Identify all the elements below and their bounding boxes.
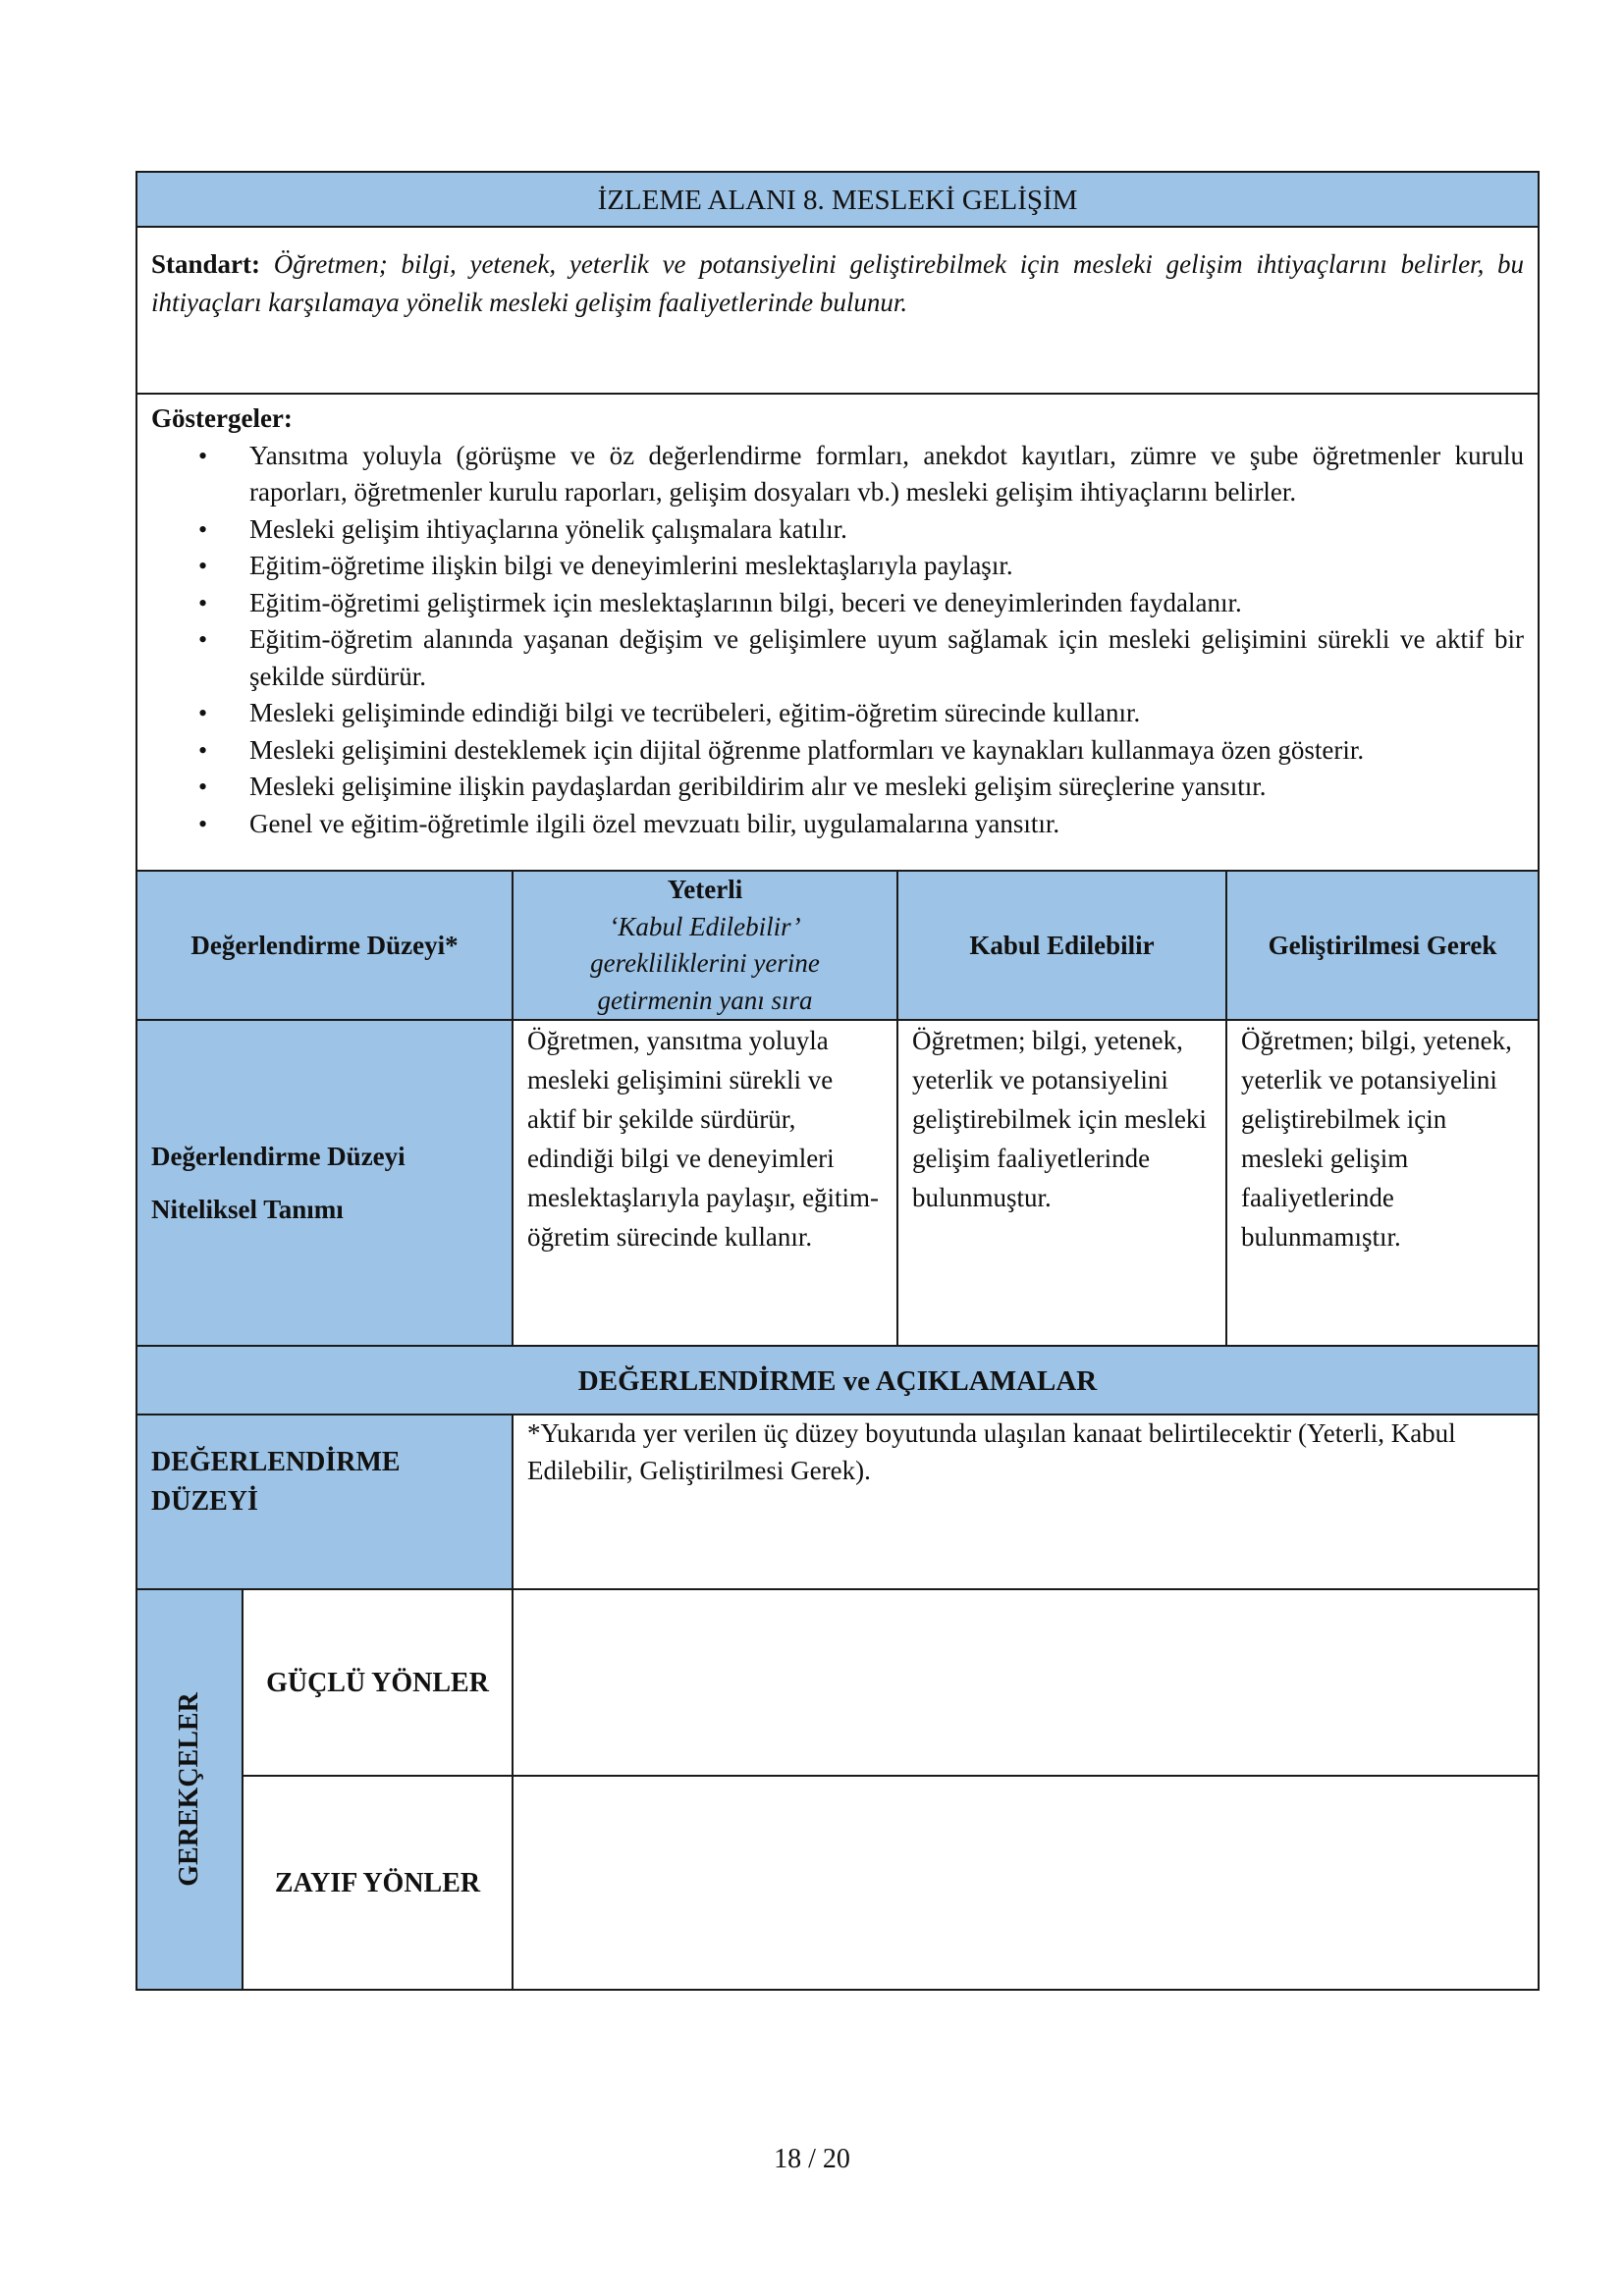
- strengths-field[interactable]: [513, 1589, 1539, 1776]
- kabul-description: Öğretmen; bilgi, yetenek, yeterlik ve potansiyelini geliştirebilmek için mesleki gelişim faaliyetlerinde bulunmuştur.: [897, 1020, 1226, 1346]
- reasons-label: GEREKÇELER: [136, 1589, 243, 1990]
- standard-label: Standart:: [151, 249, 261, 279]
- level-description-label: [136, 1020, 513, 1346]
- level-header-gelistirilmesi: Geliştirilmesi Gerek: [1226, 871, 1539, 1020]
- indicators-section: [136, 394, 1539, 871]
- indicator-item: • Mesleki gelişimine ilişkin paydaşlardan geribildirim alır ve mesleki gelişim süreçlerine yansıtır.: [249, 769, 1524, 806]
- weaknesses-field[interactable]: [513, 1776, 1539, 1990]
- indicators-label: Göstergeler:: [151, 403, 293, 433]
- form-title: İZLEME ALANI 8. MESLEKİ GELİŞİM: [136, 172, 1539, 227]
- level-description-label-line: Niteliksel Tanımı: [151, 1195, 344, 1224]
- indicator-item: • Eğitim-öğretimi geliştirmek için meslektaşlarının bilgi, beceri ve deneyimlerinden faydalanır.: [249, 585, 1524, 622]
- yeterli-description: Öğretmen, yansıtma yoluyla mesleki gelişimini sürekli ve aktif bir şekilde sürdürür, edindiği bilgi ve deneyimleri meslektaşlarıyla paylaşır, eğitim-öğretim sürecinde kullanır.: [513, 1020, 897, 1346]
- weaknesses-label: ZAYIF YÖNLER: [243, 1776, 513, 1990]
- level-header-yeterli: [513, 871, 897, 1020]
- level-description-label-line: Değerlendirme Düzeyi: [151, 1142, 406, 1171]
- yeterli-subtitle-line: getirmenin yanı sıra: [597, 985, 813, 1015]
- standard-section: [136, 227, 1539, 394]
- indicator-item: • Mesleki gelişim ihtiyaçlarına yönelik çalışmalara katılır.: [249, 511, 1524, 549]
- indicator-item: • Genel ve eğitim-öğretimle ilgili özel mevzuatı bilir, uygulamalarına yansıtır.: [249, 806, 1524, 843]
- page-number: 18 / 20: [774, 2144, 850, 2174]
- yeterli-subtitle-line: gerekliliklerini yerine: [590, 948, 820, 978]
- indicator-item: • Mesleki gelişimini desteklemek için dijital öğrenme platformları ve kaynakları kullanmaya özen gösterir.: [249, 732, 1524, 770]
- evaluation-section-title: DEĞERLENDİRME ve AÇIKLAMALAR: [136, 1346, 1539, 1415]
- level-header-label: Değerlendirme Düzeyi*: [136, 871, 513, 1020]
- yeterli-subtitle-line: ‘Kabul Edilebilir’: [609, 911, 801, 941]
- indicator-item: • Eğitim-öğretime ilişkin bilgi ve deneyimlerini meslektaşlarıyla paylaşır.: [249, 548, 1524, 585]
- indicator-item: • Eğitim-öğretim alanında yaşanan değişim ve gelişimlere uyum sağlamak için mesleki gelişimini sürekli ve aktif bir şekilde sürdürür.: [249, 621, 1524, 695]
- gelistirilmesi-description: Öğretmen; bilgi, yetenek, yeterlik ve potansiyelini geliştirebilmek için mesleki gelişim faaliyetlerinde bulunmamıştır.: [1226, 1020, 1539, 1346]
- yeterli-title: Yeterli: [667, 875, 743, 904]
- evaluation-level-note: *Yukarıda yer verilen üç düzey boyutunda ulaşılan kanaat belirtilecektir (Yeterli, Kabul Edilebilir, Geliştirilmesi Gerek).: [513, 1415, 1539, 1589]
- level-header-kabul: Kabul Edilebilir: [897, 871, 1226, 1020]
- standard-text: Öğretmen; bilgi, yetenek, yeterlik ve potansiyelini geliştirebilmek için mesleki gelişim ihtiyaçlarını belirler, bu ihtiyaçları karşılamaya yönelik mesleki gelişim faaliyetlerinde bulunur.: [151, 249, 1525, 317]
- indicator-item: • Mesleki gelişiminde edindiği bilgi ve tecrübeleri, eğitim-öğretim sürecinde kullanır.: [249, 695, 1524, 732]
- evaluation-level-label: DEĞERLENDİRME DÜZEYİ: [136, 1415, 513, 1589]
- monitoring-form-table: [135, 171, 1540, 1991]
- strengths-label: GÜÇLÜ YÖNLER: [243, 1589, 513, 1776]
- indicators-list: [151, 438, 1524, 843]
- indicator-item: • Yansıtma yoluyla (görüşme ve öz değerlendirme formları, anekdot kayıtları, zümre ve şube öğretmenler kurulu raporları, öğretmenler kurulu raporları, gelişim dosyaları vb.) mesleki gelişim ihtiyaçlarını belirler.: [249, 438, 1524, 511]
